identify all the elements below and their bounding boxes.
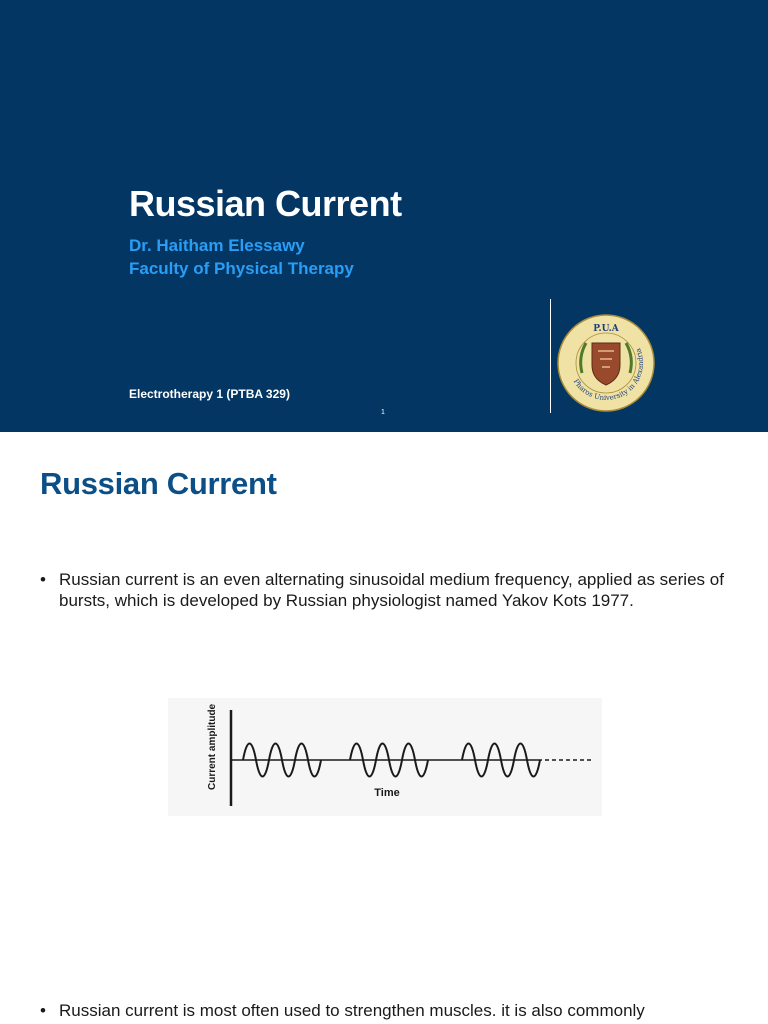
bullet-item — [40, 569, 740, 611]
waveform-diagram — [168, 698, 602, 816]
divider-line — [550, 299, 551, 413]
bullet-dot: • — [40, 1001, 46, 1020]
logo-initials: P.U.A — [593, 324, 619, 334]
y-axis-label: Current amplitude — [207, 703, 218, 790]
bullet-text: Russian current is an even alternating sinusoidal medium frequency, applied as series of bursts, which is developed by Russian physiologist named Yakov Kots 1977. — [59, 570, 724, 610]
logo-ring-text: Pharos University in Alexandria — [571, 346, 646, 403]
bullet-item — [40, 1000, 740, 1021]
page-number: 1 — [381, 409, 385, 416]
content-title: Russian Current — [40, 466, 277, 501]
slide-title: Russian Current — [129, 183, 402, 224]
x-axis-label: Time — [374, 787, 400, 799]
university-logo — [556, 313, 656, 413]
title-slide — [0, 0, 768, 432]
faculty-name: Faculty of Physical Therapy — [129, 259, 354, 278]
author-name: Dr. Haitham Elessawy — [129, 236, 305, 255]
bullet-text: Russian current is most often used to strengthen muscles. it is also commonly — [59, 1001, 645, 1020]
content-slide — [0, 432, 768, 1024]
bullet-dot: • — [40, 570, 46, 589]
course-code: Electrotherapy 1 (PTBA 329) — [129, 387, 290, 401]
